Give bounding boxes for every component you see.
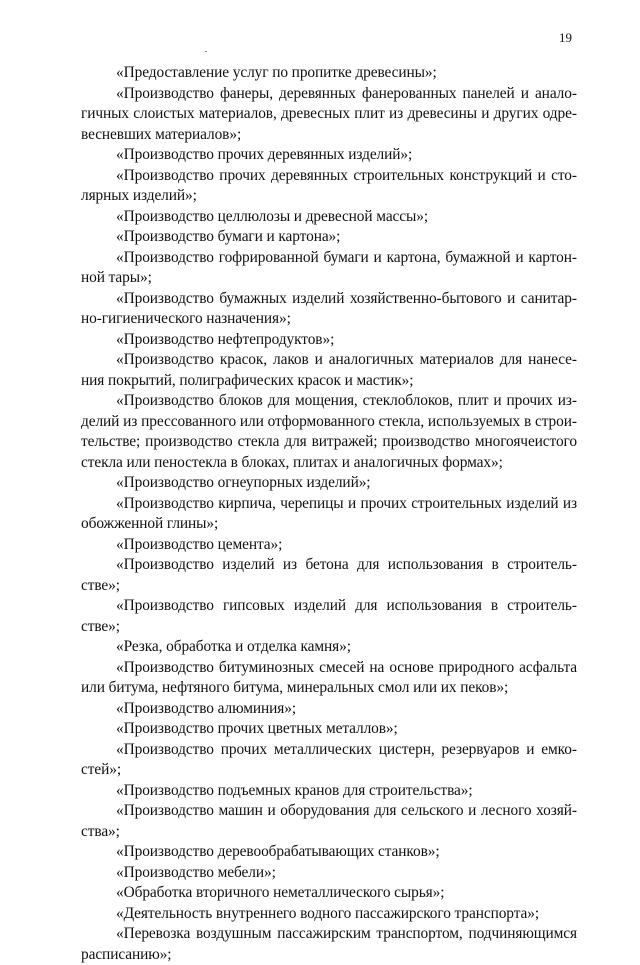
list-item: «Производство фанеры, деревянных фанерованных панелей и аналогичных слоистых материалов, древесных плит из древесины и других одревесневших материалов»;	[81, 84, 577, 143]
list-item: «Производство деревообрабатывающих станков»;	[116, 843, 440, 860]
list-item: «Резка, обработка и отделка камня»;	[116, 638, 351, 655]
list-item: «Производство алюминия»;	[116, 699, 297, 717]
list-item: «Производство кирпича, черепицы и прочих строительных изделий из обожженной глины»;	[81, 494, 577, 532]
list-item: «Производство гофрированной бумаги и картона, бумажной и картонной тары»;	[81, 248, 577, 286]
page-number: 19	[559, 30, 572, 45]
list-item: «Производство изделий из бетона для использования в строительстве»;	[81, 556, 577, 594]
list-item: «Перевозка воздушным пассажирским транспортом, подчиняющимся расписанию»;	[81, 925, 577, 963]
list-item: «Производство прочих деревянных изделий»;	[116, 146, 413, 163]
list-item: «Производство бумаги и картона»;	[116, 228, 341, 245]
list-item: «Производство целлюлозы и древесной массы»;	[116, 207, 429, 225]
list-item: «Предоставление услуг по пропитке древесины»;	[116, 64, 437, 81]
list-item: «Деятельность внутреннего водного пассажирского транспорта»;	[116, 904, 540, 922]
list-item: «Обработка вторичного неметаллического сырья»;	[116, 884, 445, 901]
list-item: «Производство красок, лаков и аналогичных материалов для нанесения покрытий, полиграфических красок и мастик»;	[81, 351, 577, 389]
activity-list	[81, 63, 577, 965]
list-item: «Производство прочих деревянных строительных конструкций и столярных изделий»;	[81, 166, 577, 204]
list-item: «Производство бумажных изделий хозяйственно-бытового и санитарно-гигиенического назначения»;	[81, 289, 577, 327]
list-item: «Производство огнеупорных изделий»;	[116, 474, 371, 491]
list-item: «Производство блоков для мощения, стеклоблоков, плит и прочих изделий из прессованного или отформованного стекла, используемых в строительстве; производство стекла для витражей; производство многоячеистого стекла или пеностекла в блоках, плитах и аналогичных формах»;	[81, 392, 577, 471]
list-item: «Производство мебели»;	[116, 863, 276, 881]
list-item: «Производство нефтепродуктов»;	[116, 330, 335, 348]
list-item: «Производство гипсовых изделий для использования в строительстве»;	[81, 597, 577, 635]
list-item: «Производство прочих металлических цистерн, резервуаров и емкостей»;	[81, 740, 577, 778]
list-item: «Производство подъемных кранов для строительства»;	[116, 781, 473, 799]
scan-speck	[205, 51, 207, 52]
list-item: «Производство машин и оборудования для сельского и лесного хозяйства»;	[81, 802, 577, 840]
list-item: «Производство цемента»;	[116, 535, 283, 553]
list-item: «Производство битуминозных смесей на основе природного асфальта или битума, нефтяного битума, минеральных смол или их пеков»;	[81, 658, 577, 696]
list-item: «Производство прочих цветных металлов»;	[116, 720, 398, 737]
